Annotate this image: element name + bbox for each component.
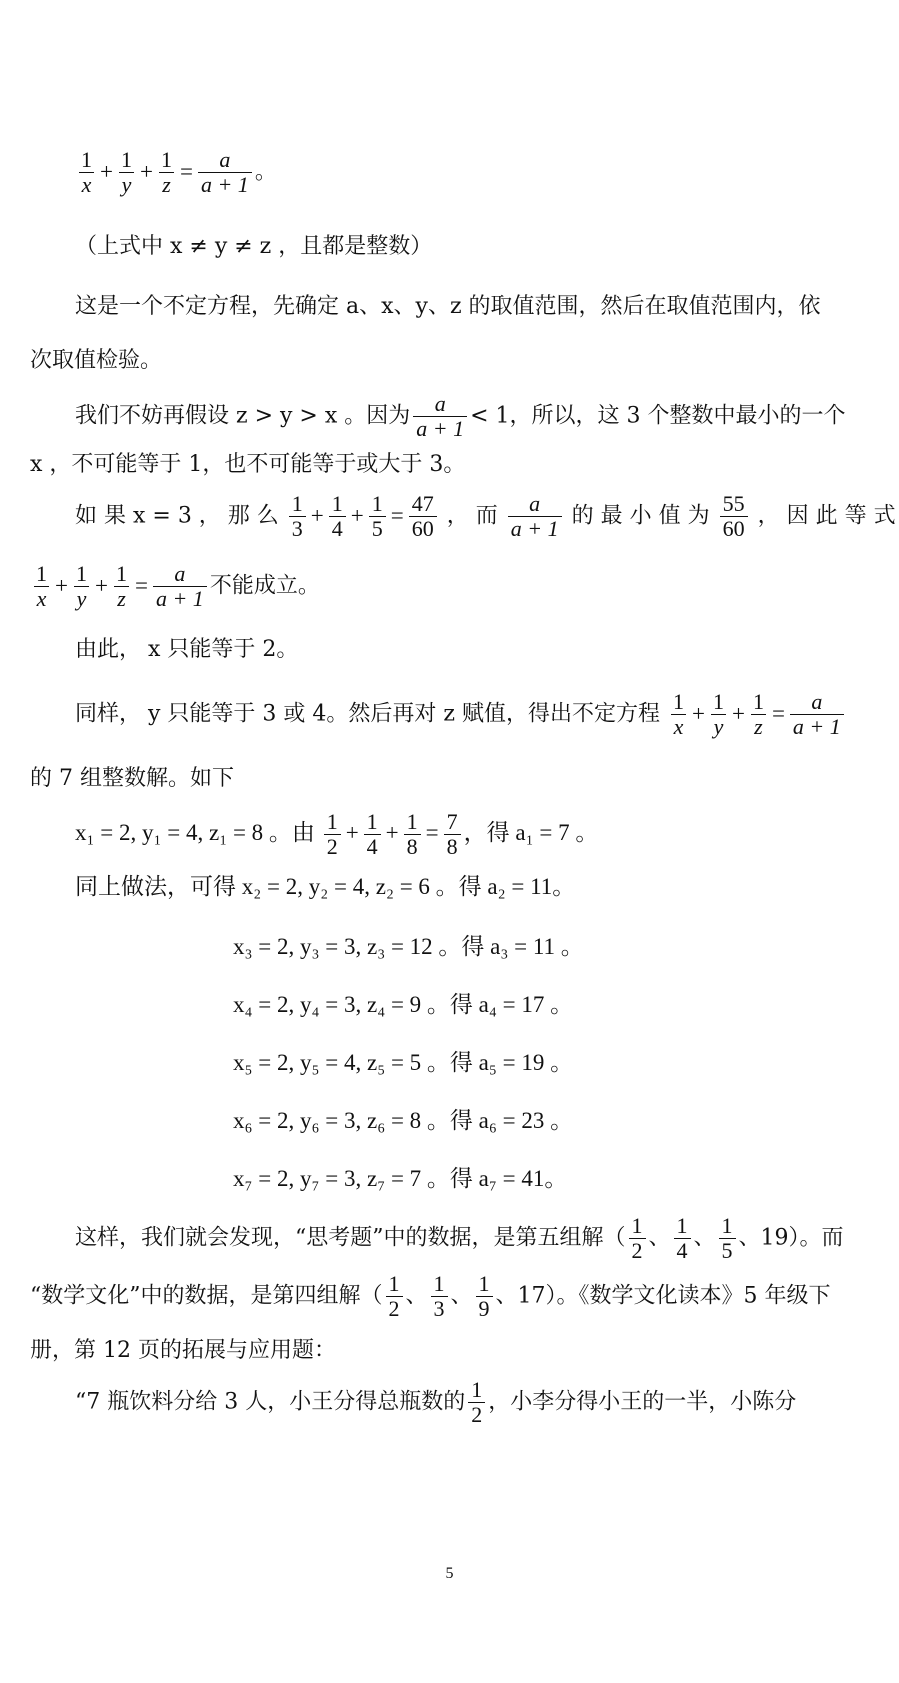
paragraph-2b: x ，不可能等于 1，也不可能等于或大于 3。 [30, 452, 466, 477]
paragraph-2a: 我们不妨再假设 z > y > x 。因为 $\frac{a}{a + 1}$ < 1，所以，这 3 个整数中最小的一个 [75, 391, 846, 441]
paragraph-5a: 同样， y 只能等于 3 或 4。然后再对 z 赋值，得出不定方程 $\frac{1}{x}$ + $\frac{1}{y}$ + $\frac{1}{z}$ = $\frac{a}{a + 1}$ [75, 690, 847, 739]
paragraph-4: 由此， x 只能等于 2。 [75, 637, 299, 662]
paragraph-6: 这样，我们就会发现，“思考题”中的数据，是第五组解（ $\frac{1}{2}$ 、 $\frac{1}{4}$ 、 $\frac{1}{5}$ 、19）。而 [75, 1213, 844, 1263]
note-text: （上式中 x ≠ y ≠ z ，且都是整数） [75, 234, 433, 259]
paragraph-1b: 次取值检验。 [30, 348, 163, 373]
solution-7: x₇ = 2, y₇ = 3, z₇ = 7 。得 a₇ = 41。 [233, 1166, 568, 1191]
page-number: 5 [445, 1565, 454, 1582]
fraction: $\frac{a}{a + 1}$ [198, 148, 252, 197]
paragraph-9: “7 瓶饮料分给 3 人，小王分得总瓶数的 $\frac{1}{2}$ ，小李分得小王的一半，小陈分 [75, 1377, 797, 1427]
solution-4: x₄ = 2, y₄ = 3, z₄ = 9 。得 a₄ = 17 。 [233, 992, 574, 1017]
fraction: $\frac{1}{z}$ [160, 147, 172, 197]
paragraph-1a: 这是一个不定方程，先确定 a、x、y、z 的取值范围，然后在取值范围内，依 [75, 294, 821, 319]
paragraph-3b: $\frac{1}{x}$ + $\frac{1}{y}$ + $\frac{1}{z}$ = $\frac{a}{a + 1}$ 不能成立。 [30, 562, 320, 611]
solution-1: x₁ = 2, y₁ = 4, z₁ = 8 。由 $\frac{1}{2}$ + $\frac{1}{4}$ + $\frac{1}{8}$ = $\frac{7}{8}$ ，得 a₁ = 7 。 [75, 809, 599, 859]
paragraph-7: “数学文化”中的数据，是第四组解（ $\frac{1}{2}$ 、 $\frac{1}{3}$ 、 $\frac{1}{9}$ 、17）。《数学文化读本》5 年级下 [30, 1271, 831, 1321]
solution-6: x₆ = 2, y₆ = 3, z₆ = 8 。得 a₆ = 23 。 [233, 1108, 574, 1133]
paragraph-8: 册，第 12 页的拓展与应用题： [30, 1338, 336, 1363]
paragraph-5b: 的 7 组整数解。如下 [30, 766, 234, 791]
solution-3: x₃ = 2, y₃ = 3, z₃ = 12 。得 a₃ = 11 。 [233, 934, 584, 959]
fraction: $\frac{1}{x}$ [78, 148, 95, 197]
solution-2: 同上做法，可得 x₂ = 2, y₂ = 4, z₂ = 6 。得 a₂ = 11。 [75, 874, 576, 899]
fraction: $\frac{1}{y}$ [118, 148, 135, 197]
solution-5: x₅ = 2, y₅ = 4, z₅ = 5 。得 a₅ = 19 。 [233, 1050, 574, 1075]
equation-1: $\frac{1}{x}$ + $\frac{1}{y}$ + $\frac{1}{z}$ = $\frac{a}{a + 1}$ 。 [75, 148, 277, 197]
paragraph-3a: 如 果 x = 3 ， 那 么 $\frac{1}{3}$ + $\frac{1}{4}$ + $\frac{1}{5}$ = $\frac{47}{60}$ ， 而 $\frac{a}{a + 1}$ 的 最 小 值 为 $\frac{55}{60}$ ， 因 此 等 式 [75, 491, 896, 541]
